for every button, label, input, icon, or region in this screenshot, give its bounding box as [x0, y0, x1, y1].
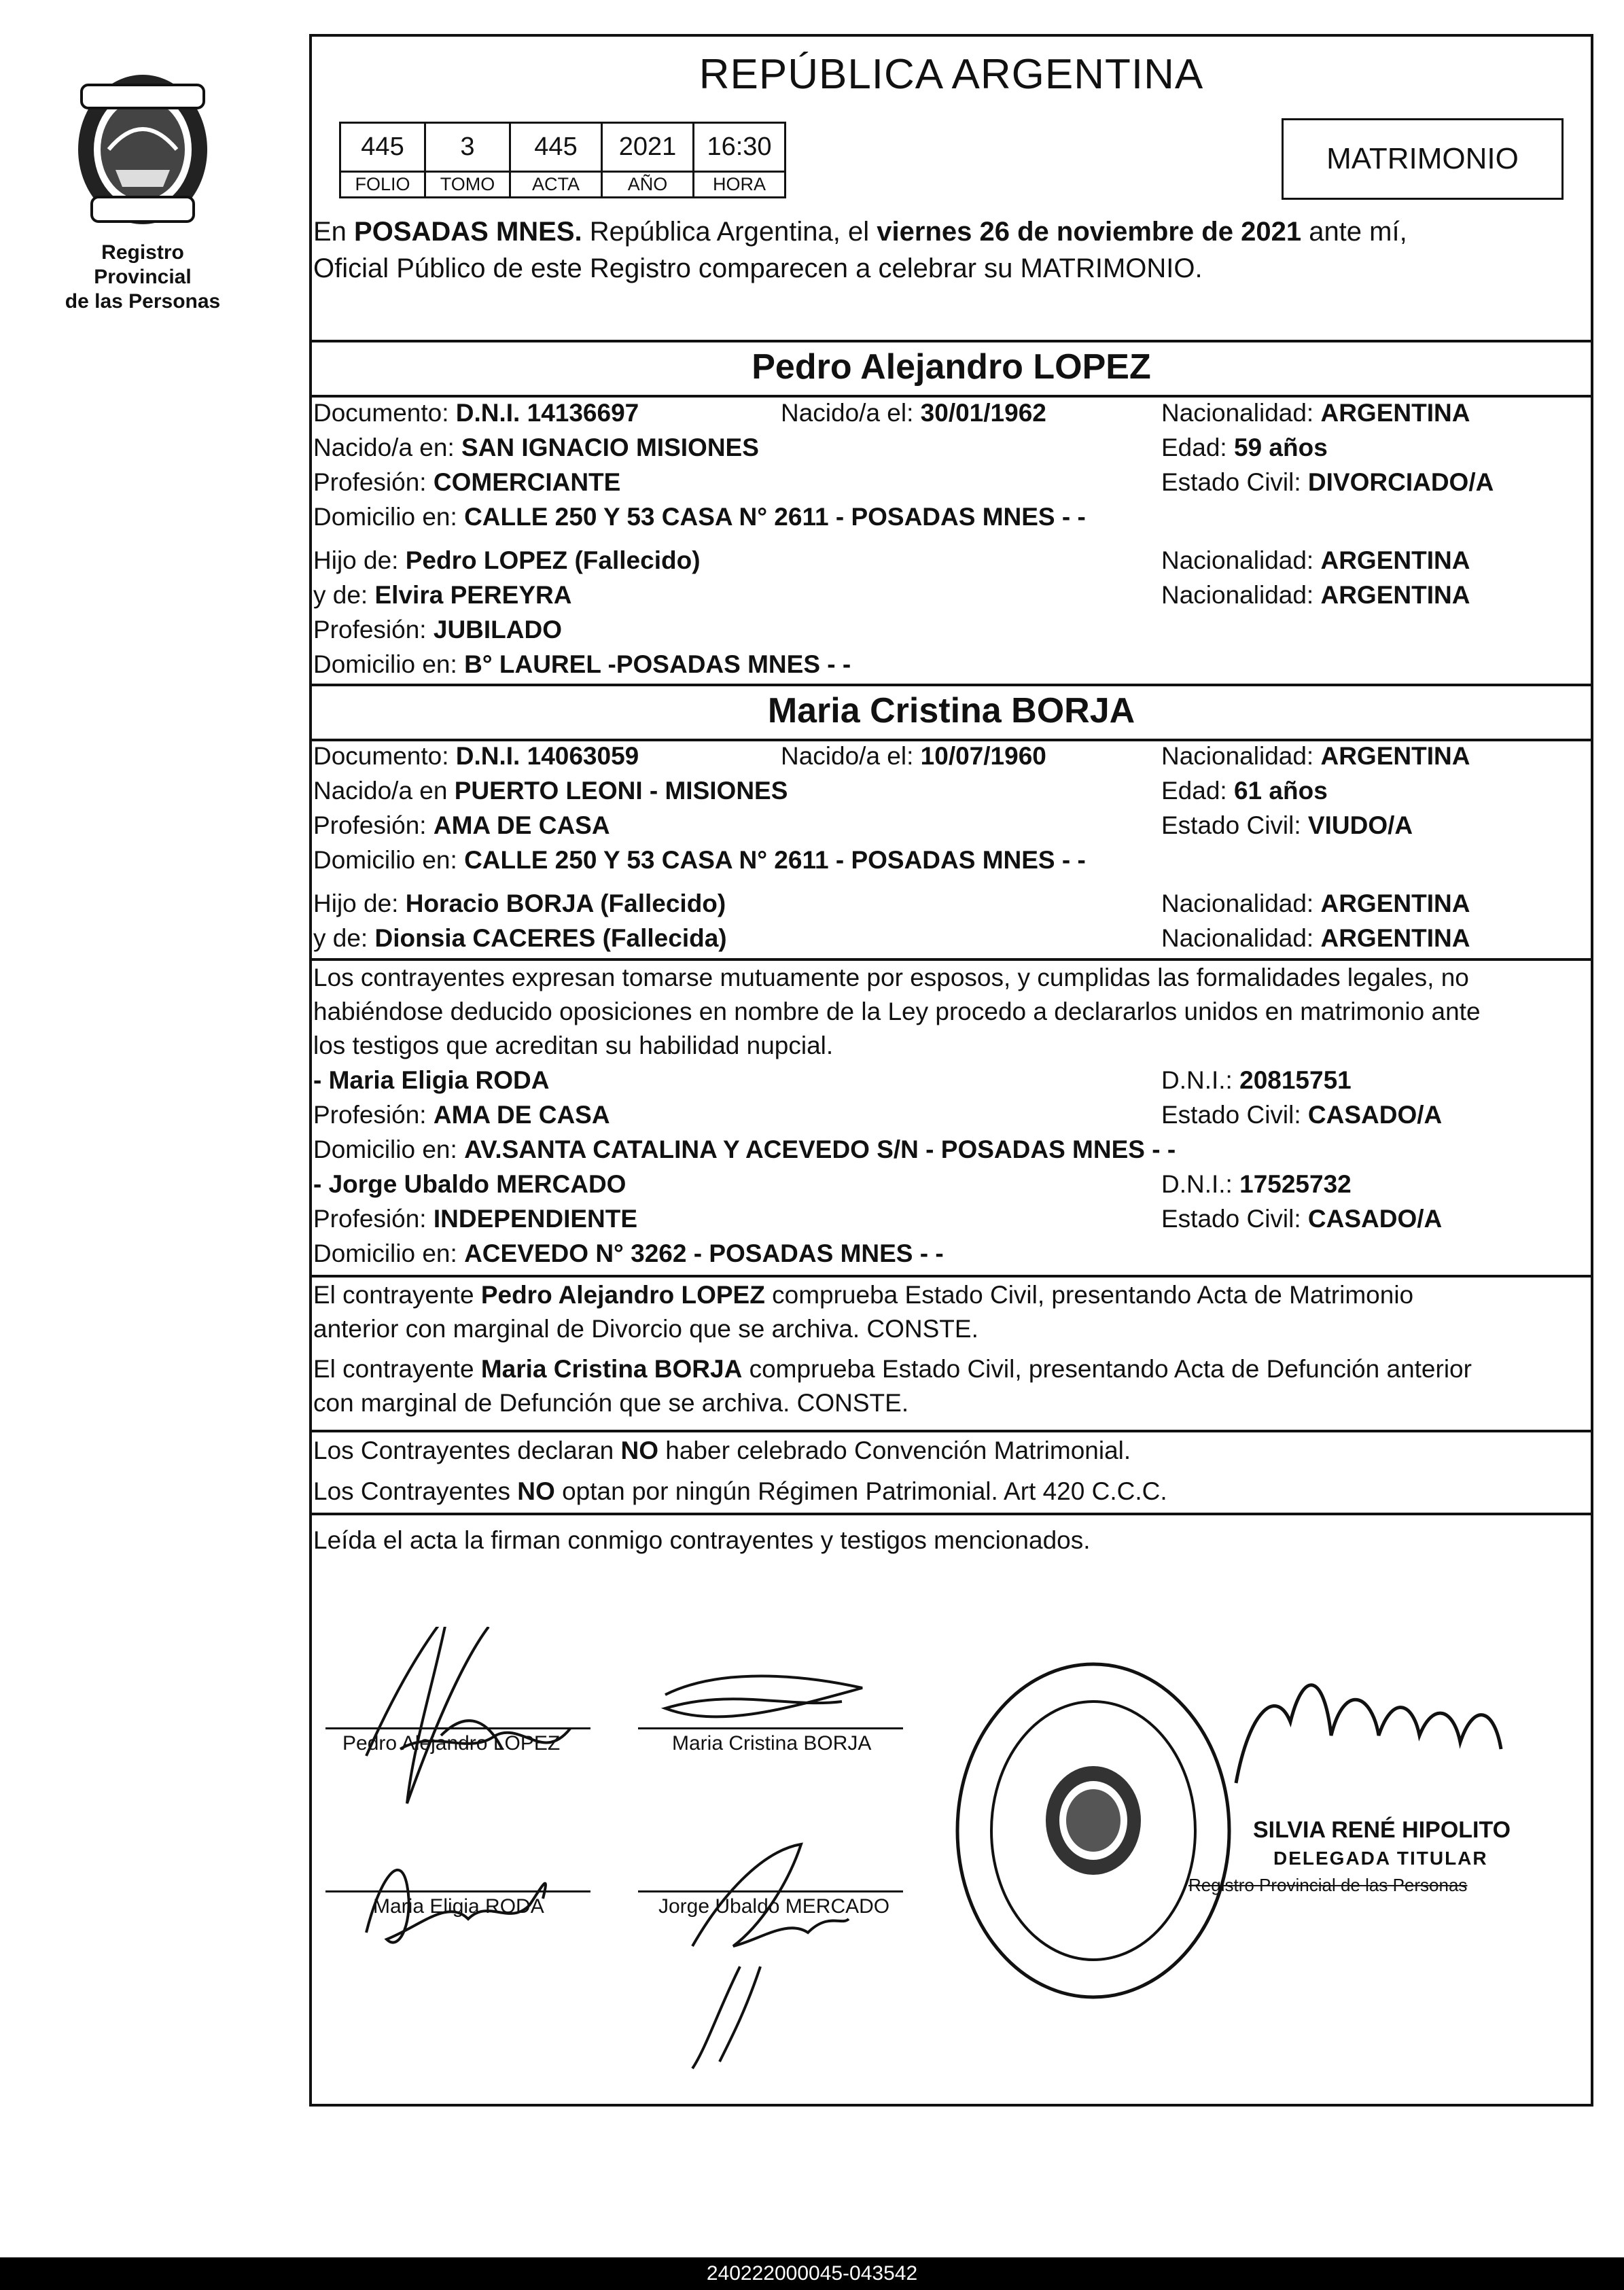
bride-addr-row — [313, 846, 1086, 875]
bride-nat-row — [1161, 742, 1470, 771]
note-text: Los Contrayentes — [313, 1477, 518, 1505]
note-convention — [313, 1434, 1589, 1468]
note-emphasis: NO — [620, 1437, 658, 1464]
witness-2-addr-row — [313, 1239, 944, 1268]
note-regime — [313, 1475, 1589, 1509]
bride-birthdate: 10/07/1960 — [920, 742, 1046, 770]
bride-mother-nat-row — [1161, 924, 1470, 953]
label: Domicilio en: — [313, 1239, 465, 1267]
bride-birthplace: PUERTO LEONI - MISIONES — [454, 777, 788, 805]
witness-2-name-row — [313, 1170, 626, 1199]
divider — [312, 739, 1591, 741]
logo-caption — [54, 241, 231, 314]
bride-prof-row — [313, 811, 610, 840]
hora-value: 16:30 — [694, 123, 785, 172]
signature-area — [312, 1627, 1591, 2102]
witness-1-addr-row — [313, 1135, 1176, 1164]
label: Profesión: — [313, 1205, 434, 1233]
divider — [312, 1513, 1591, 1515]
declaration-line: los testigos que acreditan su habilidad nupcial. — [313, 1032, 834, 1059]
groom-father-nationality: ARGENTINA — [1320, 546, 1470, 574]
label: Documento: — [313, 742, 456, 770]
label: Nacionalidad: — [1161, 581, 1321, 609]
groom-addr-row — [313, 503, 1086, 531]
label: Nacionalidad: — [1161, 399, 1321, 427]
label: Edad: — [1161, 777, 1234, 805]
groom-profession: COMERCIANTE — [433, 468, 621, 496]
record-reference-box — [339, 122, 786, 198]
label: Hijo de: — [313, 889, 406, 917]
bride-profession: AMA DE CASA — [433, 811, 610, 839]
intro-text-2: República Argentina, el — [582, 217, 877, 247]
groom-parent-profession: JUBILADO — [433, 616, 562, 644]
label: Estado Civil: — [1161, 1101, 1308, 1129]
label: Domicilio en: — [313, 846, 465, 874]
document-code-bar: 240222000045-043542 — [0, 2257, 1624, 2290]
official-org: Registro Provincial de las Personas — [1188, 1875, 1468, 1895]
label: Nacionalidad: — [1161, 924, 1321, 952]
acta-value: 445 — [510, 123, 602, 172]
anio-value: 2021 — [602, 123, 694, 172]
label: Domicilio en: — [313, 650, 465, 678]
groom-parent-addr-row — [313, 650, 851, 679]
groom-civil-status: DIVORCIADO/A — [1307, 468, 1494, 496]
registry-logo — [54, 68, 231, 314]
groom-father-nat-row — [1161, 546, 1470, 575]
label: Estado Civil: — [1161, 811, 1308, 839]
groom-birthplace-row — [313, 434, 759, 462]
label: Profesión: — [313, 1101, 434, 1129]
note-text: El contrayente — [313, 1281, 481, 1309]
groom-doc-row — [313, 399, 639, 427]
divider — [312, 684, 1591, 686]
bride-mother-row — [313, 924, 727, 953]
tomo-value: 3 — [425, 123, 510, 172]
label: Nacido/a en: — [313, 434, 462, 461]
official-title: DELEGADA TITULAR — [1273, 1848, 1488, 1869]
note-text: optan por ningún Régimen Patrimonial. Art 420 C.C.C. — [554, 1477, 1167, 1505]
groom-birthdate: 30/01/1962 — [920, 399, 1046, 427]
logo-caption-line1: Registro Provincial — [94, 241, 192, 288]
label: D.N.I.: — [1161, 1170, 1240, 1198]
bride-age-row — [1161, 777, 1328, 805]
witness-2-civil-row — [1161, 1205, 1442, 1233]
witness-2-prof-row — [313, 1205, 637, 1233]
label: Nacido/a en — [313, 777, 455, 805]
bride-dni: D.N.I. 14063059 — [455, 742, 639, 770]
note-text: con marginal de Defunción que se archiva. CONSTE. — [313, 1389, 909, 1417]
hora-label: HORA — [694, 172, 785, 198]
witness-1-profession: AMA DE CASA — [433, 1101, 610, 1129]
bride-civil-row — [1161, 811, 1413, 840]
registry-stamp-icon — [947, 1654, 1239, 2007]
signature-line — [325, 1727, 590, 1729]
bride-mother-nationality: ARGENTINA — [1320, 924, 1470, 952]
groom-name: Pedro Alejandro LOPEZ — [752, 347, 1151, 387]
groom-born-row — [781, 399, 1046, 427]
bride-father-nat-row — [1161, 889, 1470, 918]
signature-line — [325, 1890, 590, 1892]
declaration-line: habiéndose deducido oposiciones en nombre de la Ley procedo a declararlos unidos en matrimonio ante — [313, 998, 1481, 1025]
signature-line — [638, 1727, 903, 1729]
groom-civil-row — [1161, 468, 1494, 497]
groom-age-row — [1161, 434, 1328, 462]
note-groom-civil — [313, 1278, 1589, 1346]
label: Nacido/a el: — [781, 742, 921, 770]
note-emphasis: NO — [517, 1477, 555, 1505]
witness-1-civil-row — [1161, 1101, 1442, 1129]
label: Nacionalidad: — [1161, 546, 1321, 574]
intro-text-1: En — [313, 217, 355, 247]
groom-father: Pedro LOPEZ (Fallecido) — [405, 546, 701, 574]
label: Domicilio en: — [313, 503, 465, 531]
groom-nationality: ARGENTINA — [1320, 399, 1470, 427]
note-text: haber celebrado Convención Matrimonial. — [658, 1437, 1131, 1464]
groom-mother: Elvira PEREYRA — [374, 581, 572, 609]
provincial-seal-icon — [68, 68, 217, 231]
label: Nacionalidad: — [1161, 742, 1321, 770]
label: Profesión: — [313, 616, 434, 644]
divider — [312, 1275, 1591, 1278]
witness-1-address: AV.SANTA CATALINA Y ACEVEDO S/N - POSADAS MNES - - — [464, 1135, 1176, 1163]
bride-born-row — [781, 742, 1046, 771]
record-type-box: MATRIMONIO — [1282, 118, 1564, 200]
note-text: El contrayente — [313, 1355, 481, 1383]
note-text: comprueba Estado Civil, presentando Acta de Matrimonio — [764, 1281, 1414, 1309]
intro-paragraph — [312, 213, 1591, 287]
tomo-label: TOMO — [425, 172, 510, 198]
bride-age: 61 años — [1233, 777, 1328, 805]
bride-address: CALLE 250 Y 53 CASA N° 2611 - POSADAS MNES - - — [464, 846, 1086, 874]
groom-parent-address: B° LAUREL -POSADAS MNES - - — [464, 650, 851, 678]
bride-name: Maria Cristina BORJA — [767, 691, 1135, 730]
witness-2-profession: INDEPENDIENTE — [433, 1205, 638, 1233]
groom-dni: D.N.I. 14136697 — [455, 399, 639, 427]
label: Nacionalidad: — [1161, 889, 1321, 917]
note-bride-civil — [313, 1352, 1589, 1420]
label: Domicilio en: — [313, 1135, 465, 1163]
label: Nacido/a el: — [781, 399, 921, 427]
bride-civil-status: VIUDO/A — [1307, 811, 1413, 839]
declaration-line: Los contrayentes expresan tomarse mutuamente por esposos, y cumplidas las formalidades legales, no — [313, 964, 1469, 991]
bride-nationality: ARGENTINA — [1320, 742, 1470, 770]
note-text: comprueba Estado Civil, presentando Acta de Defunción anterior — [742, 1355, 1472, 1383]
groom-nat-row — [1161, 399, 1470, 427]
bride-doc-row — [313, 742, 639, 771]
witness-1-name-row — [313, 1066, 549, 1095]
signature-groom-name: Pedro Alejandro LOPEZ — [342, 1732, 561, 1755]
witness-1-dni-row — [1161, 1066, 1352, 1095]
label: Hijo de: — [313, 546, 406, 574]
witness-2-dni: 17525732 — [1239, 1170, 1352, 1198]
official-name: SILVIA RENÉ HIPOLITO — [1253, 1817, 1511, 1843]
intro-place: POSADAS MNES. — [354, 217, 582, 247]
groom-birthplace: SAN IGNACIO MISIONES — [461, 434, 759, 461]
logo-caption-line2: de las Personas — [65, 290, 221, 313]
groom-father-row — [313, 546, 701, 575]
witness-1-name: - Maria Eligia RODA — [313, 1066, 550, 1094]
bride-father-nationality: ARGENTINA — [1320, 889, 1470, 917]
witness-1-civil-status: CASADO/A — [1307, 1101, 1443, 1129]
divider — [312, 1430, 1591, 1432]
bride-father: Horacio BORJA (Fallecido) — [405, 889, 726, 917]
divider — [312, 340, 1591, 342]
label: Documento: — [313, 399, 456, 427]
groom-mother-nationality: ARGENTINA — [1320, 581, 1470, 609]
witness-1-dni: 20815751 — [1239, 1066, 1352, 1094]
note-text: anterior con marginal de Divorcio que se archiva. CONSTE. — [313, 1315, 978, 1343]
acta-label: ACTA — [510, 172, 602, 198]
intro-date: viernes 26 de noviembre de 2021 — [877, 217, 1302, 247]
witness-1-prof-row — [313, 1101, 610, 1129]
declaration-paragraph — [313, 961, 1589, 1063]
bride-mother: Dionsia CACERES (Fallecida) — [374, 924, 727, 952]
witness-2-address: ACEVEDO N° 3262 - POSADAS MNES - - — [464, 1239, 944, 1267]
intro-line-2: Oficial Público de este Registro comparecen a celebrar su MATRIMONIO. — [313, 253, 1203, 283]
label: Estado Civil: — [1161, 1205, 1308, 1233]
intro-text-3: ante mí, — [1301, 217, 1407, 247]
groom-prof-row — [313, 468, 620, 497]
signature-witness-2-name: Jorge Ubaldo MERCADO — [658, 1895, 890, 1918]
groom-parent-prof-row — [313, 616, 562, 644]
witness-2-civil-status: CASADO/A — [1307, 1205, 1443, 1233]
page-title: REPÚBLICA ARGENTINA — [699, 51, 1204, 98]
signature-line — [638, 1890, 903, 1892]
label: D.N.I.: — [1161, 1066, 1240, 1094]
groom-mother-nat-row — [1161, 581, 1470, 610]
groom-mother-row — [313, 581, 571, 610]
note-text: Los Contrayentes declaran — [313, 1437, 621, 1464]
groom-address: CALLE 250 Y 53 CASA N° 2611 - POSADAS MNES - - — [464, 503, 1086, 531]
witness-2-dni-row — [1161, 1170, 1352, 1199]
signature-bride-name: Maria Cristina BORJA — [672, 1732, 872, 1755]
signatures-intro: Leída el acta la firman conmigo contrayentes y testigos mencionados. — [313, 1526, 1091, 1554]
witness-2-name: - Jorge Ubaldo MERCADO — [313, 1170, 626, 1198]
label: Profesión: — [313, 811, 434, 839]
label: Edad: — [1161, 434, 1234, 461]
divider — [312, 395, 1591, 398]
bride-birthplace-row — [313, 777, 788, 805]
certificate-frame — [309, 34, 1593, 2107]
label: y de: — [313, 581, 375, 609]
note-bride-name: Maria Cristina BORJA — [480, 1355, 743, 1383]
bride-father-row — [313, 889, 726, 918]
groom-age: 59 años — [1233, 434, 1328, 461]
label: y de: — [313, 924, 375, 952]
label: Profesión: — [313, 468, 434, 496]
signature-witness-1-name: Maria Eligia RODA — [373, 1895, 544, 1918]
folio-value: 445 — [340, 123, 425, 172]
anio-label: AÑO — [602, 172, 694, 198]
note-groom-name: Pedro Alejandro LOPEZ — [480, 1281, 765, 1309]
folio-label: FOLIO — [340, 172, 425, 198]
label: Estado Civil: — [1161, 468, 1308, 496]
